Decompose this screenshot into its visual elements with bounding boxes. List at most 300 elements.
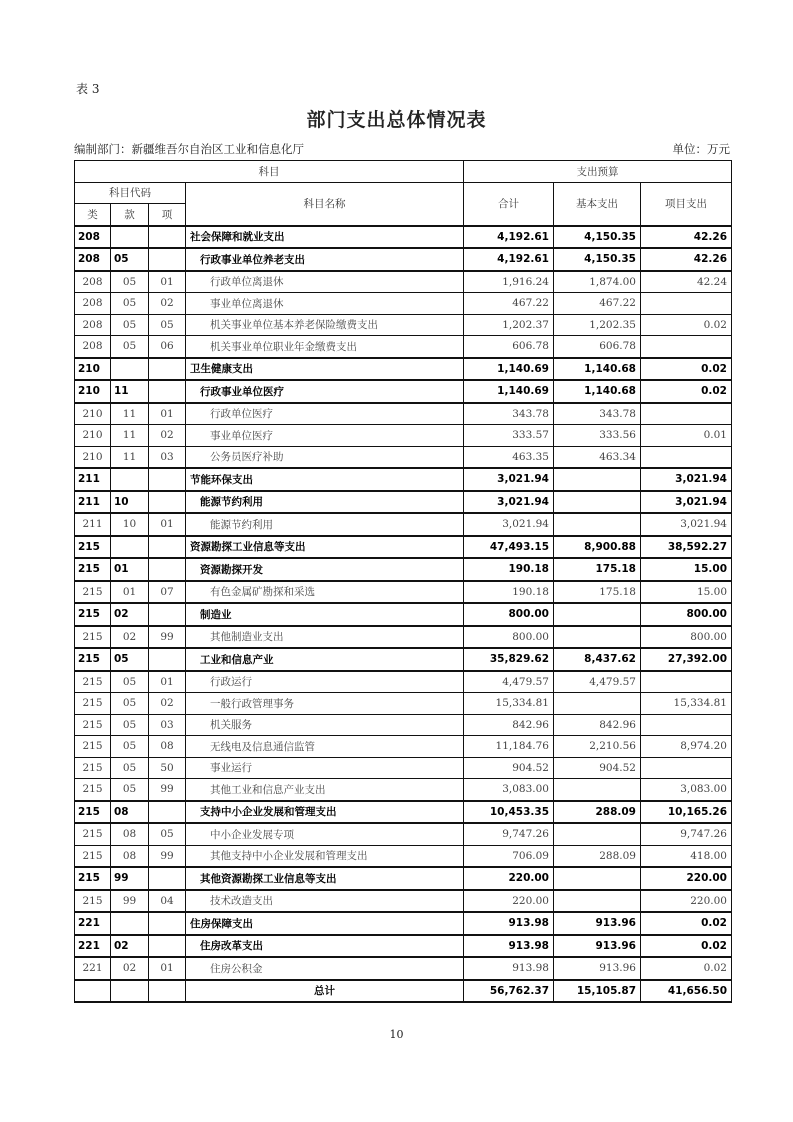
kuan-cell: 05 <box>111 293 149 315</box>
lei-cell: 215 <box>75 845 111 867</box>
xiang-cell: 01 <box>149 271 186 293</box>
project-cell: 27,392.00 <box>641 648 732 671</box>
table-row <box>75 693 732 715</box>
kuan-cell: 99 <box>111 867 149 890</box>
table-row <box>75 648 732 671</box>
project-cell: 15.00 <box>641 581 732 604</box>
subject-name-cell: 无线电及信息通信监管 <box>186 736 464 758</box>
kuan-cell: 08 <box>111 823 149 845</box>
subject-name-cell: 中小企业发展专项 <box>186 823 464 845</box>
lei-cell: 210 <box>75 425 111 447</box>
xiang-cell: 01 <box>149 403 186 425</box>
kuan-cell: 05 <box>111 271 149 293</box>
xiang-cell: 03 <box>149 714 186 736</box>
table-row <box>75 558 732 581</box>
basic-cell <box>554 603 641 626</box>
table-row <box>75 867 732 890</box>
basic-cell: 463.34 <box>554 446 641 468</box>
table-row <box>75 314 732 336</box>
total-cell: 904.52 <box>464 757 554 779</box>
table-row <box>75 380 732 403</box>
table-meta <box>74 141 730 157</box>
xiang-cell: 99 <box>149 845 186 867</box>
lei-cell: 215 <box>75 714 111 736</box>
lei-cell: 221 <box>75 935 111 958</box>
lei-cell: 215 <box>75 867 111 890</box>
header-row-2 <box>75 182 732 204</box>
grand-total-label: 总计 <box>186 980 464 1003</box>
total-cell: 190.18 <box>464 558 554 581</box>
table-row <box>75 912 732 935</box>
table-body <box>75 226 732 980</box>
subject-name-cell: 事业单位离退休 <box>186 293 464 315</box>
subject-name-cell: 行政事业单位养老支出 <box>186 248 464 271</box>
header-subject-code: 科目代码 <box>75 182 186 204</box>
basic-cell: 1,202.35 <box>554 314 641 336</box>
xiang-cell: 01 <box>149 513 186 536</box>
basic-cell <box>554 823 641 845</box>
basic-cell: 904.52 <box>554 757 641 779</box>
lei-cell: 215 <box>75 558 111 581</box>
xiang-cell <box>149 867 186 890</box>
xiang-cell <box>149 558 186 581</box>
grand-total-project: 41,656.50 <box>641 980 732 1003</box>
table-row <box>75 626 732 649</box>
project-cell: 42.26 <box>641 248 732 271</box>
kuan-cell: 99 <box>111 890 149 913</box>
lei-cell: 215 <box>75 693 111 715</box>
basic-cell: 4,150.35 <box>554 226 641 249</box>
subject-name-cell: 事业运行 <box>186 757 464 779</box>
lei-cell: 215 <box>75 736 111 758</box>
project-cell <box>641 403 732 425</box>
header-lei: 类 <box>75 204 111 226</box>
xiang-cell <box>149 358 186 381</box>
project-cell: 9,747.26 <box>641 823 732 845</box>
basic-cell: 8,437.62 <box>554 648 641 671</box>
kuan-cell: 05 <box>111 757 149 779</box>
subject-name-cell: 技术改造支出 <box>186 890 464 913</box>
project-cell: 0.02 <box>641 957 732 980</box>
kuan-cell: 05 <box>111 648 149 671</box>
total-cell: 463.35 <box>464 446 554 468</box>
subject-name-cell: 行政运行 <box>186 671 464 693</box>
lei-cell: 215 <box>75 890 111 913</box>
table-row <box>75 957 732 980</box>
subject-name-cell: 其他资源勘探工业信息等支出 <box>186 867 464 890</box>
xiang-cell <box>149 380 186 403</box>
subject-name-cell: 工业和信息产业 <box>186 648 464 671</box>
subject-name-cell: 其他支持中小企业发展和管理支出 <box>186 845 464 867</box>
lei-cell: 210 <box>75 403 111 425</box>
header-basic: 基本支出 <box>554 182 641 226</box>
header-row-1 <box>75 161 732 183</box>
table-row <box>75 468 732 491</box>
total-cell: 706.09 <box>464 845 554 867</box>
subject-name-cell: 其他制造业支出 <box>186 626 464 649</box>
basic-cell <box>554 779 641 801</box>
table-row <box>75 779 732 801</box>
kuan-cell: 11 <box>111 446 149 468</box>
xiang-cell: 05 <box>149 823 186 845</box>
basic-cell: 288.09 <box>554 845 641 867</box>
basic-cell: 842.96 <box>554 714 641 736</box>
subject-name-cell: 社会保障和就业支出 <box>186 226 464 249</box>
total-cell: 220.00 <box>464 890 554 913</box>
total-cell: 1,202.37 <box>464 314 554 336</box>
xiang-cell <box>149 468 186 491</box>
total-cell: 3,083.00 <box>464 779 554 801</box>
kuan-cell: 05 <box>111 314 149 336</box>
lei-cell: 221 <box>75 957 111 980</box>
grand-total-amount: 56,762.37 <box>464 980 554 1003</box>
subject-name-cell: 支持中小企业发展和管理支出 <box>186 801 464 824</box>
basic-cell: 1,140.68 <box>554 358 641 381</box>
project-cell: 15,334.81 <box>641 693 732 715</box>
total-cell: 15,334.81 <box>464 693 554 715</box>
header-xiang: 项 <box>149 204 186 226</box>
project-cell: 418.00 <box>641 845 732 867</box>
total-cell: 3,021.94 <box>464 491 554 514</box>
basic-cell: 1,874.00 <box>554 271 641 293</box>
project-cell <box>641 757 732 779</box>
subject-name-cell: 机关事业单位职业年金缴费支出 <box>186 336 464 358</box>
basic-cell: 8,900.88 <box>554 536 641 559</box>
table-label: 表 3 <box>76 82 100 96</box>
table-row <box>75 736 732 758</box>
xiang-cell: 01 <box>149 671 186 693</box>
lei-cell: 211 <box>75 513 111 536</box>
basic-cell: 1,140.68 <box>554 380 641 403</box>
project-cell: 3,021.94 <box>641 468 732 491</box>
kuan-cell: 08 <box>111 845 149 867</box>
xiang-cell <box>149 491 186 514</box>
page-title: 部门支出总体情况表 <box>306 109 487 131</box>
table-row <box>75 358 732 381</box>
project-cell: 220.00 <box>641 890 732 913</box>
total-cell: 47,493.15 <box>464 536 554 559</box>
xiang-cell: 99 <box>149 626 186 649</box>
lei-cell: 215 <box>75 536 111 559</box>
subject-name-cell: 机关服务 <box>186 714 464 736</box>
header-kuan: 款 <box>111 204 149 226</box>
header-project: 项目支出 <box>641 182 732 226</box>
subject-name-cell: 行政单位医疗 <box>186 403 464 425</box>
kuan-cell <box>111 912 149 935</box>
table-row <box>75 403 732 425</box>
total-cell: 220.00 <box>464 867 554 890</box>
total-cell: 4,192.61 <box>464 248 554 271</box>
project-cell: 800.00 <box>641 603 732 626</box>
subject-name-cell: 资源勘探工业信息等支出 <box>186 536 464 559</box>
lei-cell: 208 <box>75 248 111 271</box>
lei-cell: 208 <box>75 314 111 336</box>
total-cell: 800.00 <box>464 603 554 626</box>
total-cell: 190.18 <box>464 581 554 604</box>
total-cell: 606.78 <box>464 336 554 358</box>
xiang-cell <box>149 226 186 249</box>
kuan-cell: 01 <box>111 558 149 581</box>
lei-cell: 221 <box>75 912 111 935</box>
subject-name-cell: 行政单位离退休 <box>186 271 464 293</box>
lei-cell: 210 <box>75 380 111 403</box>
kuan-cell: 02 <box>111 603 149 626</box>
table-row <box>75 603 732 626</box>
kuan-cell: 10 <box>111 491 149 514</box>
header-subject-name: 科目名称 <box>186 182 464 226</box>
project-cell <box>641 293 732 315</box>
page-number: 10 <box>389 1028 404 1041</box>
grand-total-basic: 15,105.87 <box>554 980 641 1003</box>
basic-cell <box>554 513 641 536</box>
kuan-cell: 02 <box>111 935 149 958</box>
total-cell: 333.57 <box>464 425 554 447</box>
xiang-cell: 02 <box>149 293 186 315</box>
basic-cell: 913.96 <box>554 912 641 935</box>
total-cell: 9,747.26 <box>464 823 554 845</box>
lei-cell: 208 <box>75 336 111 358</box>
basic-cell <box>554 693 641 715</box>
table-row <box>75 425 732 447</box>
expenditure-table <box>74 160 732 1003</box>
total-cell: 1,916.24 <box>464 271 554 293</box>
xiang-cell: 05 <box>149 314 186 336</box>
project-cell: 0.02 <box>641 935 732 958</box>
subject-name-cell: 机关事业单位基本养老保险缴费支出 <box>186 314 464 336</box>
xiang-cell: 04 <box>149 890 186 913</box>
total-cell: 3,021.94 <box>464 468 554 491</box>
table-row <box>75 845 732 867</box>
table-row <box>75 581 732 604</box>
basic-cell <box>554 468 641 491</box>
xiang-cell <box>149 603 186 626</box>
xiang-cell: 03 <box>149 446 186 468</box>
lei-cell: 215 <box>75 648 111 671</box>
total-cell: 842.96 <box>464 714 554 736</box>
basic-cell <box>554 626 641 649</box>
kuan-cell: 05 <box>111 693 149 715</box>
total-cell: 10,453.35 <box>464 801 554 824</box>
project-cell: 0.02 <box>641 912 732 935</box>
table-row <box>75 293 732 315</box>
lei-cell: 215 <box>75 626 111 649</box>
kuan-cell: 05 <box>111 736 149 758</box>
xiang-cell <box>149 648 186 671</box>
table-row <box>75 935 732 958</box>
subject-name-cell: 住房公积金 <box>186 957 464 980</box>
kuan-cell <box>111 358 149 381</box>
total-cell: 467.22 <box>464 293 554 315</box>
kuan-cell: 05 <box>111 336 149 358</box>
kuan-cell: 02 <box>111 626 149 649</box>
table-row <box>75 336 732 358</box>
table-row <box>75 271 732 293</box>
total-cell: 913.98 <box>464 957 554 980</box>
total-cell: 800.00 <box>464 626 554 649</box>
project-cell: 8,974.20 <box>641 736 732 758</box>
xiang-cell <box>149 801 186 824</box>
xiang-cell: 07 <box>149 581 186 604</box>
kuan-cell: 10 <box>111 513 149 536</box>
subject-name-cell: 事业单位医疗 <box>186 425 464 447</box>
total-cell: 3,021.94 <box>464 513 554 536</box>
subject-name-cell: 公务员医疗补助 <box>186 446 464 468</box>
project-cell: 15.00 <box>641 558 732 581</box>
kuan-cell: 08 <box>111 801 149 824</box>
basic-cell: 288.09 <box>554 801 641 824</box>
lei-cell: 215 <box>75 779 111 801</box>
total-cell: 913.98 <box>464 912 554 935</box>
project-cell: 42.26 <box>641 226 732 249</box>
subject-name-cell: 住房改革支出 <box>186 935 464 958</box>
lei-cell: 215 <box>75 757 111 779</box>
department-label: 编制部门：新疆维吾尔自治区工业和信息化厅 <box>74 142 304 156</box>
project-cell: 42.24 <box>641 271 732 293</box>
project-cell: 38,592.27 <box>641 536 732 559</box>
xiang-cell: 02 <box>149 693 186 715</box>
header-subject: 科目 <box>75 161 464 183</box>
total-cell: 1,140.69 <box>464 358 554 381</box>
project-cell: 3,083.00 <box>641 779 732 801</box>
total-cell: 343.78 <box>464 403 554 425</box>
unit-label: 单位：万元 <box>672 142 730 156</box>
project-cell: 220.00 <box>641 867 732 890</box>
table-row <box>75 491 732 514</box>
subject-name-cell: 其他工业和信息产业支出 <box>186 779 464 801</box>
kuan-cell <box>111 226 149 249</box>
basic-cell: 175.18 <box>554 558 641 581</box>
xiang-cell <box>149 935 186 958</box>
kuan-cell: 05 <box>111 779 149 801</box>
subject-name-cell: 一般行政管理事务 <box>186 693 464 715</box>
table-row <box>75 513 732 536</box>
kuan-cell: 11 <box>111 425 149 447</box>
project-cell: 0.02 <box>641 358 732 381</box>
xiang-cell: 06 <box>149 336 186 358</box>
header-budget: 支出预算 <box>464 161 732 183</box>
project-cell: 3,021.94 <box>641 513 732 536</box>
table-row <box>75 801 732 824</box>
lei-cell: 210 <box>75 358 111 381</box>
lei-cell: 211 <box>75 491 111 514</box>
project-cell: 3,021.94 <box>641 491 732 514</box>
table-row <box>75 536 732 559</box>
xiang-cell: 99 <box>149 779 186 801</box>
subject-name-cell: 能源节约利用 <box>186 513 464 536</box>
basic-cell: 4,150.35 <box>554 248 641 271</box>
xiang-cell <box>149 912 186 935</box>
total-cell: 4,479.57 <box>464 671 554 693</box>
table-row <box>75 671 732 693</box>
table-row <box>75 248 732 271</box>
kuan-cell <box>111 536 149 559</box>
kuan-cell: 11 <box>111 380 149 403</box>
table-row <box>75 714 732 736</box>
project-cell <box>641 671 732 693</box>
kuan-cell: 02 <box>111 957 149 980</box>
total-lei-cell <box>75 980 111 1003</box>
grand-total-row <box>75 980 732 1003</box>
total-cell: 4,192.61 <box>464 226 554 249</box>
xiang-cell <box>149 536 186 559</box>
basic-cell: 175.18 <box>554 581 641 604</box>
subject-name-cell: 有色金属矿勘探和采选 <box>186 581 464 604</box>
table-row <box>75 890 732 913</box>
basic-cell: 4,479.57 <box>554 671 641 693</box>
basic-cell: 2,210.56 <box>554 736 641 758</box>
xiang-cell: 02 <box>149 425 186 447</box>
lei-cell: 215 <box>75 671 111 693</box>
total-cell: 11,184.76 <box>464 736 554 758</box>
subject-name-cell: 卫生健康支出 <box>186 358 464 381</box>
lei-cell: 210 <box>75 446 111 468</box>
subject-name-cell: 能源节约利用 <box>186 491 464 514</box>
xiang-cell: 50 <box>149 757 186 779</box>
project-cell: 800.00 <box>641 626 732 649</box>
kuan-cell: 05 <box>111 714 149 736</box>
subject-name-cell: 住房保障支出 <box>186 912 464 935</box>
project-cell: 10,165.26 <box>641 801 732 824</box>
subject-name-cell: 资源勘探开发 <box>186 558 464 581</box>
kuan-cell: 01 <box>111 581 149 604</box>
subject-name-cell: 行政事业单位医疗 <box>186 380 464 403</box>
kuan-cell <box>111 468 149 491</box>
project-cell <box>641 446 732 468</box>
basic-cell: 333.56 <box>554 425 641 447</box>
header-total: 合计 <box>464 182 554 226</box>
basic-cell <box>554 890 641 913</box>
table-row <box>75 757 732 779</box>
lei-cell: 208 <box>75 271 111 293</box>
project-cell: 0.02 <box>641 314 732 336</box>
basic-cell: 913.96 <box>554 935 641 958</box>
total-cell: 1,140.69 <box>464 380 554 403</box>
basic-cell: 606.78 <box>554 336 641 358</box>
kuan-cell: 05 <box>111 248 149 271</box>
project-cell: 0.02 <box>641 380 732 403</box>
table-row <box>75 446 732 468</box>
xiang-cell: 08 <box>149 736 186 758</box>
total-xiang-cell <box>149 980 186 1003</box>
xiang-cell: 01 <box>149 957 186 980</box>
subject-name-cell: 制造业 <box>186 603 464 626</box>
project-cell <box>641 336 732 358</box>
kuan-cell: 05 <box>111 671 149 693</box>
basic-cell: 913.96 <box>554 957 641 980</box>
total-cell: 913.98 <box>464 935 554 958</box>
basic-cell <box>554 867 641 890</box>
lei-cell: 215 <box>75 581 111 604</box>
project-cell: 0.01 <box>641 425 732 447</box>
total-cell: 35,829.62 <box>464 648 554 671</box>
table-row <box>75 226 732 249</box>
basic-cell <box>554 491 641 514</box>
lei-cell: 211 <box>75 468 111 491</box>
basic-cell: 467.22 <box>554 293 641 315</box>
table-row <box>75 823 732 845</box>
lei-cell: 215 <box>75 801 111 824</box>
lei-cell: 208 <box>75 226 111 249</box>
lei-cell: 215 <box>75 603 111 626</box>
project-cell <box>641 714 732 736</box>
xiang-cell <box>149 248 186 271</box>
subject-name-cell: 节能环保支出 <box>186 468 464 491</box>
lei-cell: 215 <box>75 823 111 845</box>
total-kuan-cell <box>111 980 149 1003</box>
kuan-cell: 11 <box>111 403 149 425</box>
basic-cell: 343.78 <box>554 403 641 425</box>
lei-cell: 208 <box>75 293 111 315</box>
